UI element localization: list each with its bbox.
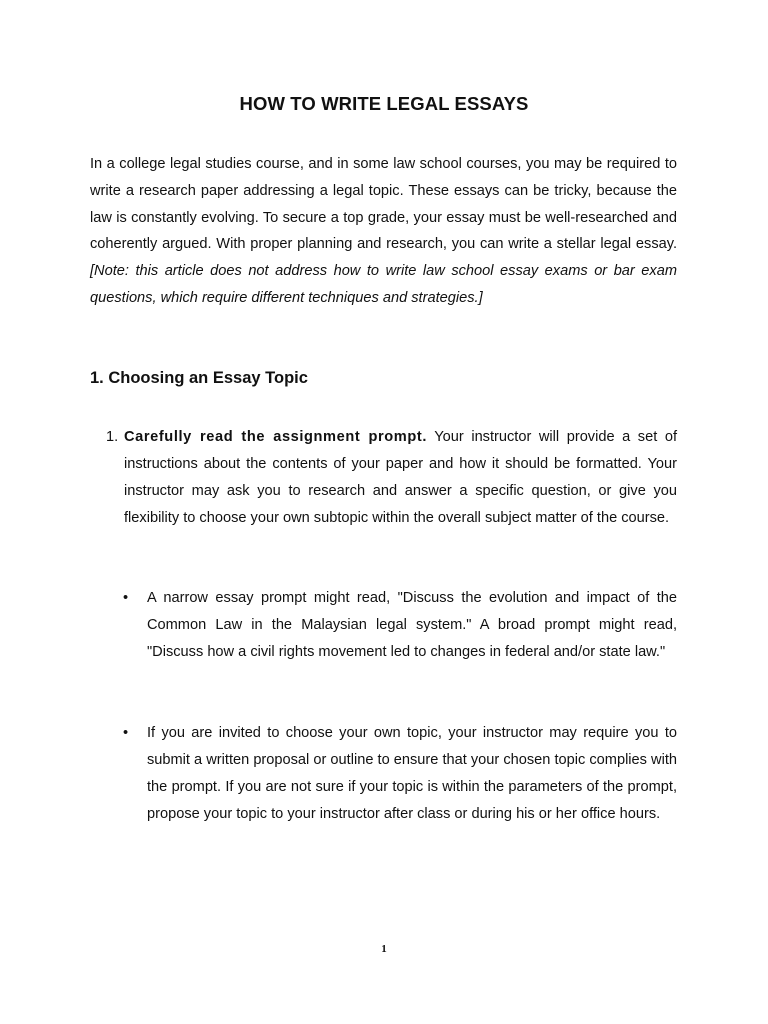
bullet-text: If you are invited to choose your own topic, your instructor may require you to submit a written proposal or outline to ensure that your chosen topic complies with the prompt. If you are not sure if your topic is within the parameters of the prompt, propose your topic to your instructor after class or during his or her office hours. (147, 725, 677, 822)
bullet-item (123, 720, 677, 828)
page-number: 1 (381, 943, 387, 955)
section-heading: 1. Choosing an Essay Topic (90, 369, 308, 387)
bullet-item (123, 585, 677, 666)
item-text: Your instructor will provide a set of instructions about the contents of your paper and how it should be formatted. Your instructor may ask you to research and answer a specific question, or give you flexibility to choose your own subtopic within the overall subject matter of the course. (124, 429, 677, 526)
bullet-icon: • (123, 725, 129, 741)
item-number: 1. (106, 429, 119, 445)
numbered-item (106, 424, 677, 532)
intro-paragraph (90, 151, 677, 312)
intro-note: [Note: this article does not address how to write law school essay exams or bar exam questions, which require different techniques and strategies.] (90, 263, 677, 306)
bullet-icon: • (123, 590, 129, 606)
document-title: HOW TO WRITE LEGAL ESSAYS (239, 93, 529, 114)
bullet-text: A narrow essay prompt might read, "Discuss the evolution and impact of the Common Law in the Malaysian legal system." A broad prompt might read, "Discuss how a civil rights movement led to changes in federal and/or state law." (147, 590, 677, 660)
intro-text: In a college legal studies course, and in some law school courses, you may be required to write a research paper addressing a legal topic. These essays can be tricky, because the law is constantly evolving. To secure a top grade, your essay must be well-researched and coherently argued. With proper planning and research, you can write a stellar legal essay. (90, 156, 677, 253)
item-lead: Carefully read the assignment prompt. (124, 429, 427, 445)
